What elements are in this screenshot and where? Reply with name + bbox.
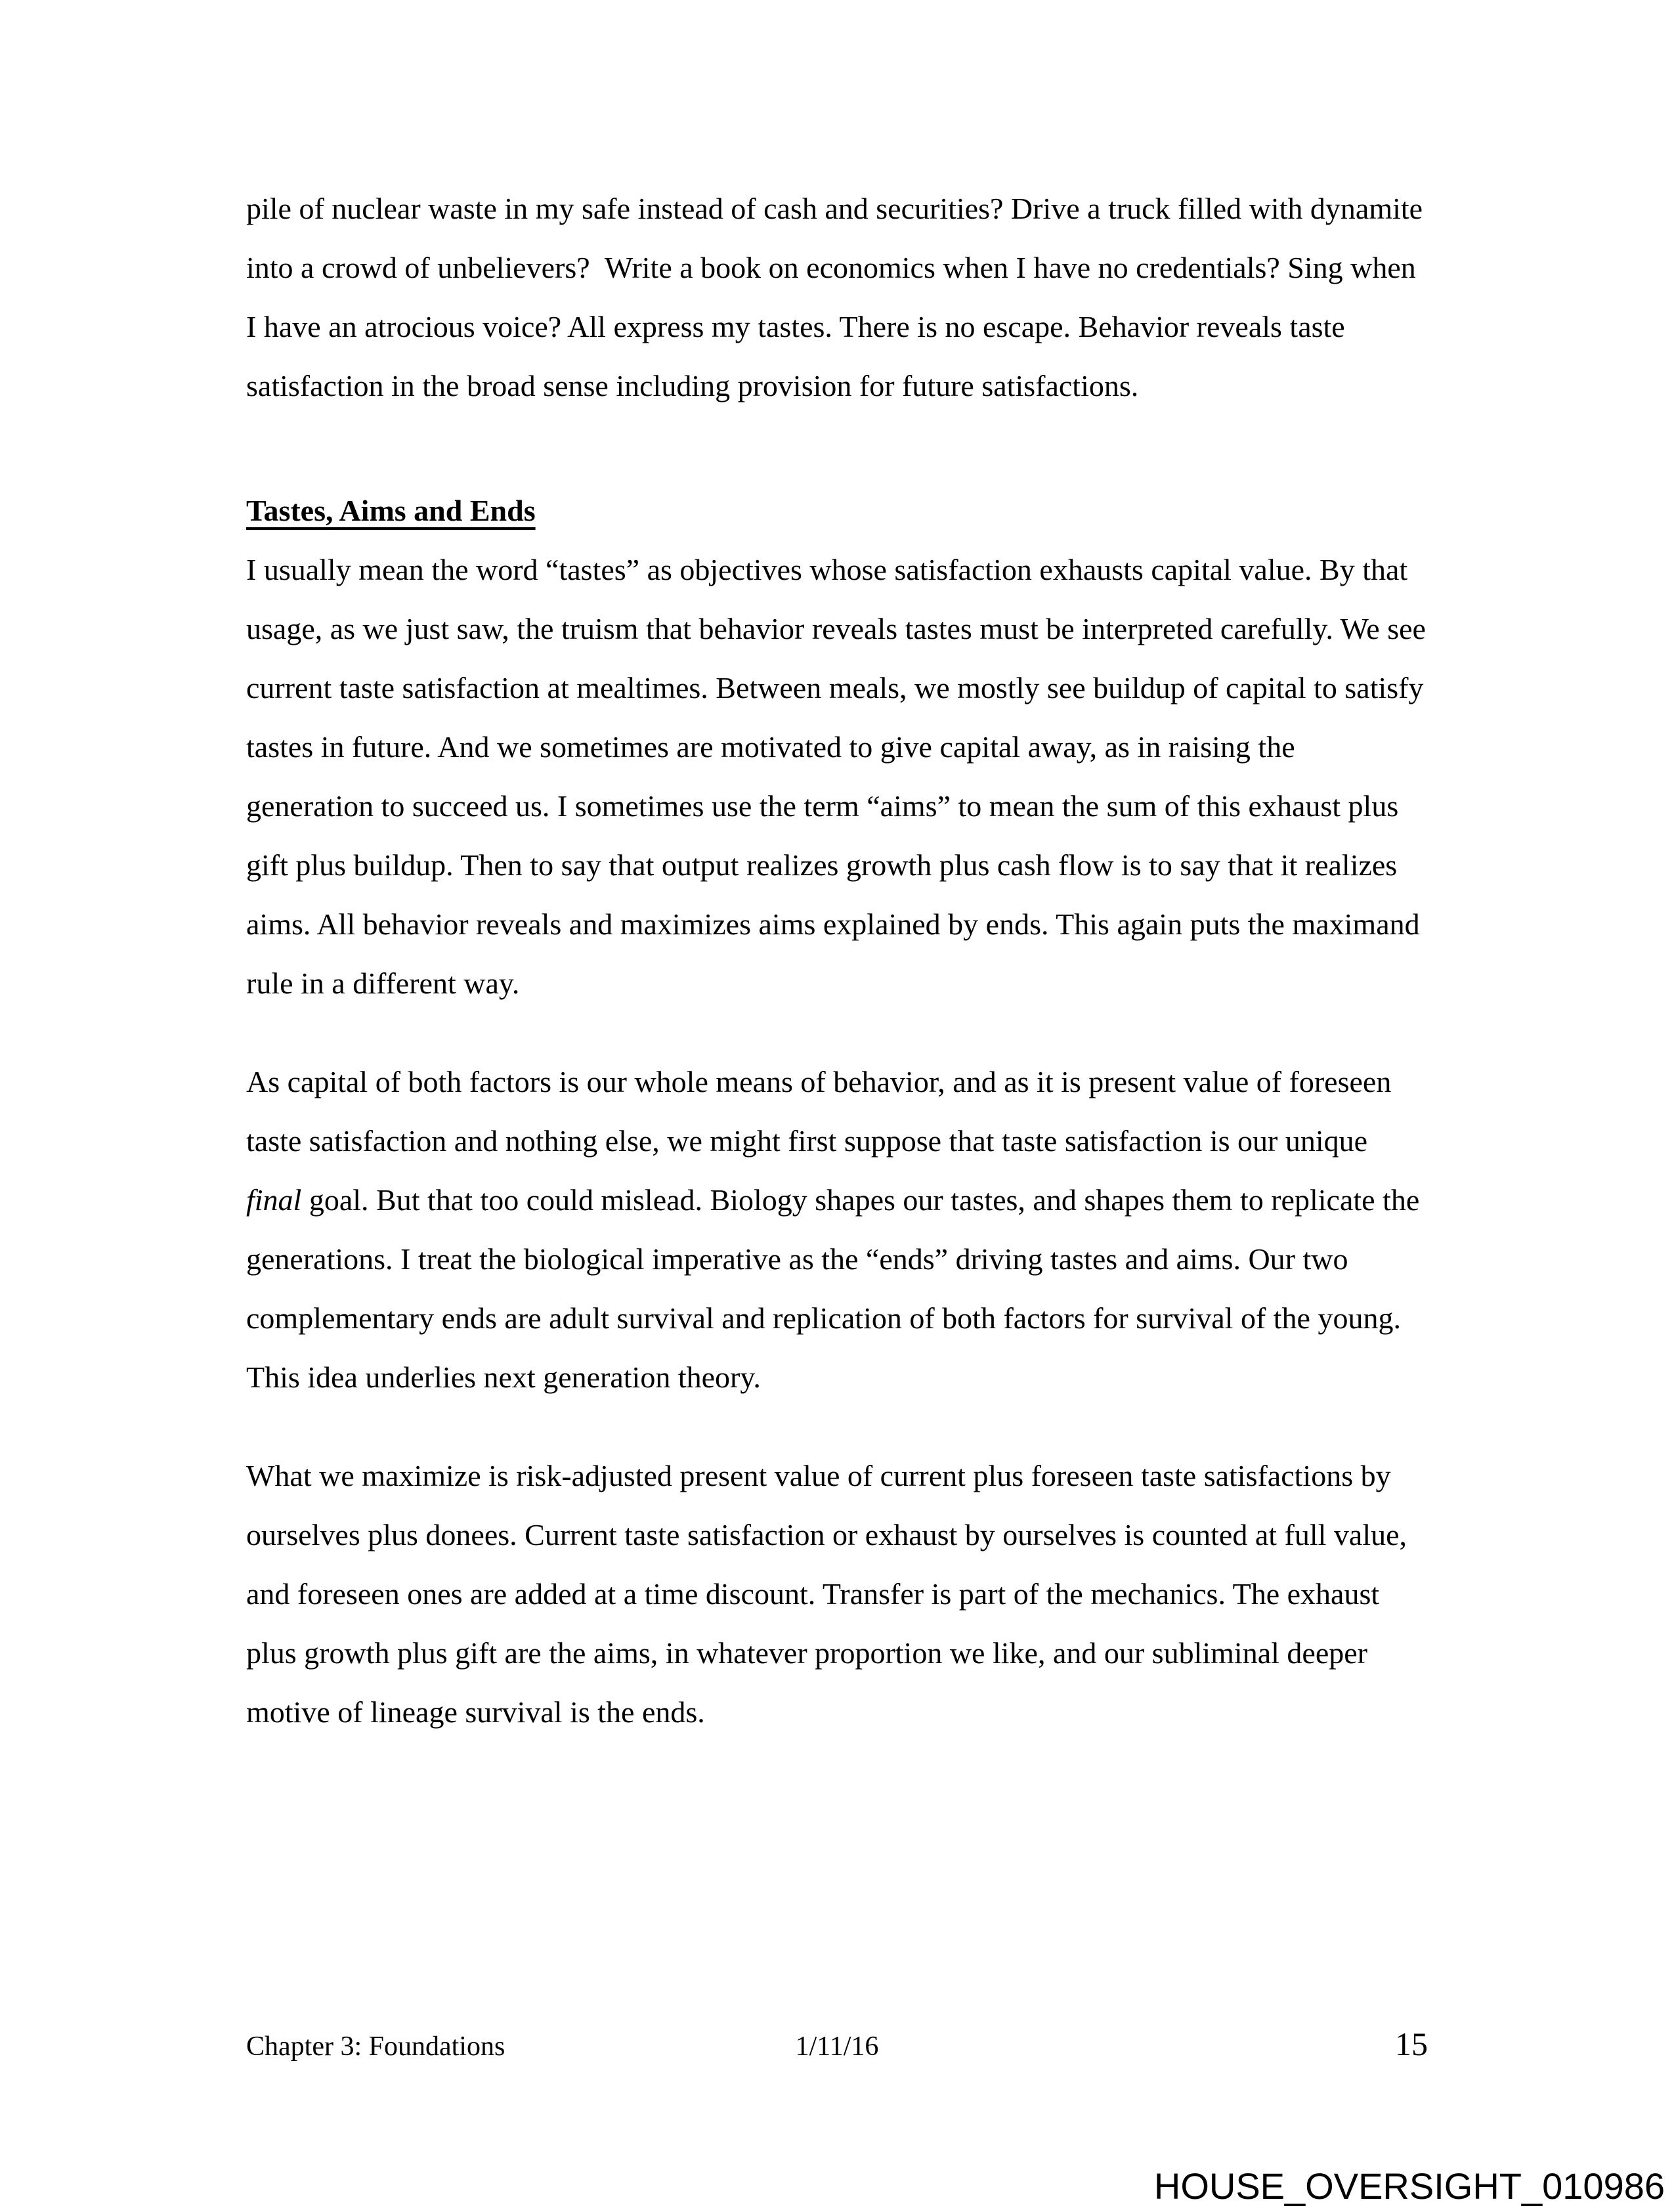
italic-word-final: final	[246, 1183, 302, 1217]
bates-stamp: HOUSE_OVERSIGHT_010986	[1153, 2165, 1665, 2207]
paragraph-segment: goal. But that too could mislead. Biology shapes our tastes, and shapes them to replicate the generations. I treat the biological imperative as the “ends” driving tastes and aims. Our two complementary ends are adult survival and replication of both factors for survival of the young. This idea underlies next generation theory.	[246, 1183, 1427, 1394]
section-heading: Tastes, Aims and Ends	[246, 494, 536, 527]
footer-chapter-label: Chapter 3: Foundations	[246, 2031, 505, 2062]
paragraph-segment: As capital of both factors is our whole means of behavior, and as it is present value of foreseen taste satisfaction and nothing else, we might first suppose that taste satisfaction is our unique	[246, 1065, 1399, 1158]
footer-page-number: 15	[1395, 2026, 1428, 2062]
page-body	[246, 179, 1434, 1742]
page-footer	[246, 2024, 1428, 2066]
paragraph-tastes-definition: I usually mean the word “tastes” as objectives whose satisfaction exhausts capital value. By that usage, as we just saw, the truism that behavior reveals tastes must be interpreted carefully. We see current taste satisfaction at mealtimes. Between meals, we mostly see buildup of capital to satisfy tastes in future. And we sometimes are motivated to give capital away, as in raising the generation to succeed us. I sometimes use the term “aims” to mean the sum of this exhaust plus gift plus buildup. Then to say that output realizes growth plus cash flow is to say that it realizes aims. All behavior reveals and maximizes aims explained by ends. This again puts the maximand rule in a different way.	[246, 553, 1434, 1000]
paragraph-maximize: What we maximize is risk-adjusted present value of current plus foreseen taste satisfactions by ourselves plus donees. Current taste satisfaction or exhaust by ourselves is counted at full value, and foreseen ones are added at a time discount. Transfer is part of the mechanics. The exhaust plus growth plus gift are the aims, in whatever proportion we like, and our subliminal deeper motive of lineage survival is the ends.	[246, 1459, 1415, 1729]
paragraph-continuation: pile of nuclear waste in my safe instead of cash and securities? Drive a truck filled with dynamite into a crowd of unbelievers? Write a book on economics when I have no credentials? Sing when I have an atrocious voice? All express my tastes. There is no escape. Behavior reveals taste satisfaction in the broad sense including provision for future satisfactions.	[246, 192, 1430, 402]
paragraph-capital-ends	[246, 1052, 1428, 1407]
footer-date: 1/11/16	[795, 2031, 879, 2062]
